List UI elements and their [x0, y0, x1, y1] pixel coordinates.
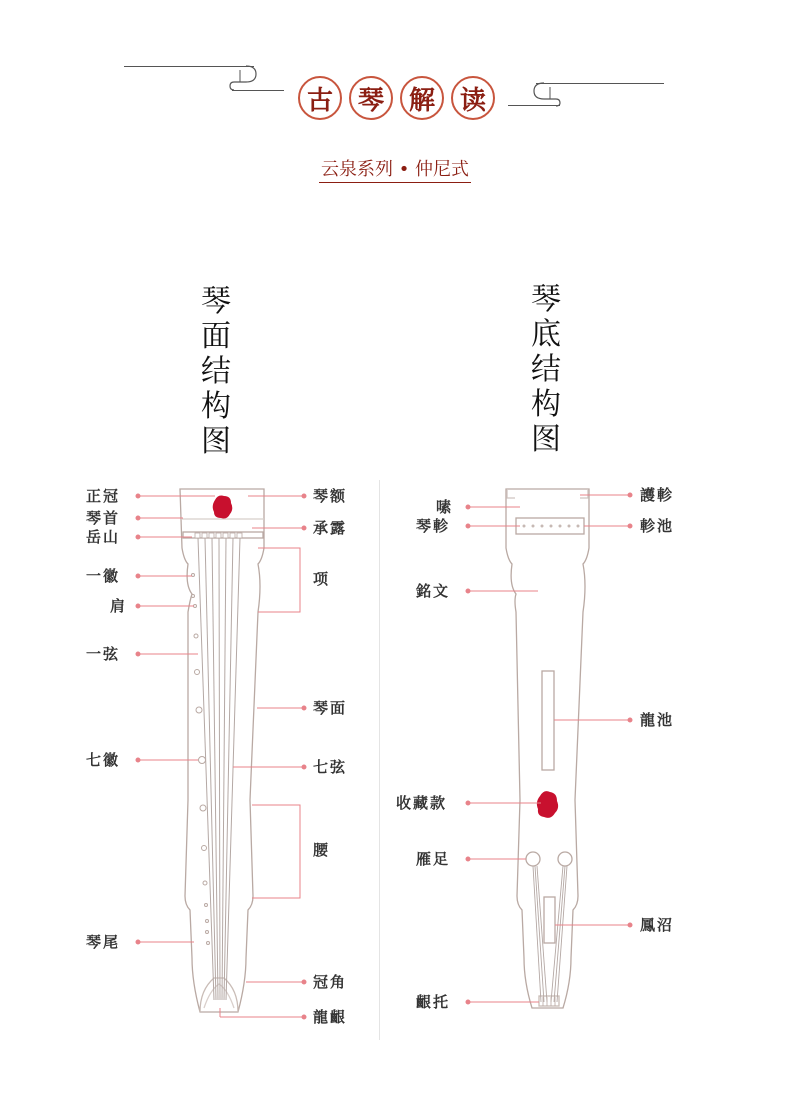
label-yao: 腰 [313, 841, 331, 859]
label-yanzu: 雁足 [416, 850, 451, 868]
front-strings [198, 538, 240, 1000]
label-jian: 肩 [110, 597, 128, 615]
front-title-char: 构 [201, 389, 231, 424]
front-title-char: 琴 [201, 284, 231, 319]
label-longchi: 龍池 [640, 711, 675, 729]
label-zhengguan: 正冠 [86, 487, 121, 505]
label-qixian: 七弦 [313, 758, 348, 776]
label-mingwen: 銘文 [416, 582, 451, 600]
label-guanjiao: 冠角 [313, 973, 348, 991]
label-shoucangkuan: 收藏款 [396, 794, 448, 812]
back-red-seal [537, 791, 558, 818]
label-fengzhao: 鳳沼 [640, 916, 675, 934]
front-red-seal [213, 496, 233, 519]
label-qinwei: 琴尾 [86, 933, 121, 951]
title-char-3: 解 [400, 76, 444, 120]
label-qinzhen: 琴軫 [416, 517, 451, 535]
title-char-1: 古 [298, 76, 342, 120]
front-bridge-pins [195, 533, 242, 538]
label-qihui: 七徽 [86, 751, 121, 769]
label-yixian: 一弦 [86, 645, 121, 663]
front-title-char: 面 [201, 319, 231, 354]
back-guqin-body [506, 489, 589, 1008]
label-longyin: 龍齦 [313, 1008, 348, 1026]
label-xiang: 项 [313, 570, 331, 588]
back-title-char: 琴 [531, 282, 561, 317]
front-title-char: 图 [201, 424, 231, 459]
label-qinmian: 琴面 [313, 699, 348, 717]
back-title-char: 构 [531, 387, 561, 422]
title-char-4: 读 [451, 76, 495, 120]
front-pointer-lines [136, 494, 306, 1019]
title-char-2: 琴 [349, 76, 393, 120]
label-qinshou: 琴首 [86, 509, 121, 527]
label-yueshan: 岳山 [86, 528, 121, 546]
label-yintuo: 齦托 [416, 993, 451, 1011]
label-chenglu: 承露 [313, 519, 348, 537]
back-title-char: 底 [531, 317, 561, 352]
back-title-char: 图 [531, 422, 561, 457]
label-shuo: 嗉 [436, 498, 454, 516]
subtitle-text: 云泉系列 • 仲尼式 [319, 159, 471, 183]
label-qine: 琴额 [313, 487, 348, 505]
label-yihui: 一徽 [86, 567, 121, 585]
label-huzhen: 護軫 [640, 486, 675, 504]
front-title-char: 结 [201, 354, 231, 389]
front-guqin-body [180, 489, 264, 1012]
label-zhenchi: 軫池 [640, 517, 675, 535]
back-title-char: 结 [531, 352, 561, 387]
